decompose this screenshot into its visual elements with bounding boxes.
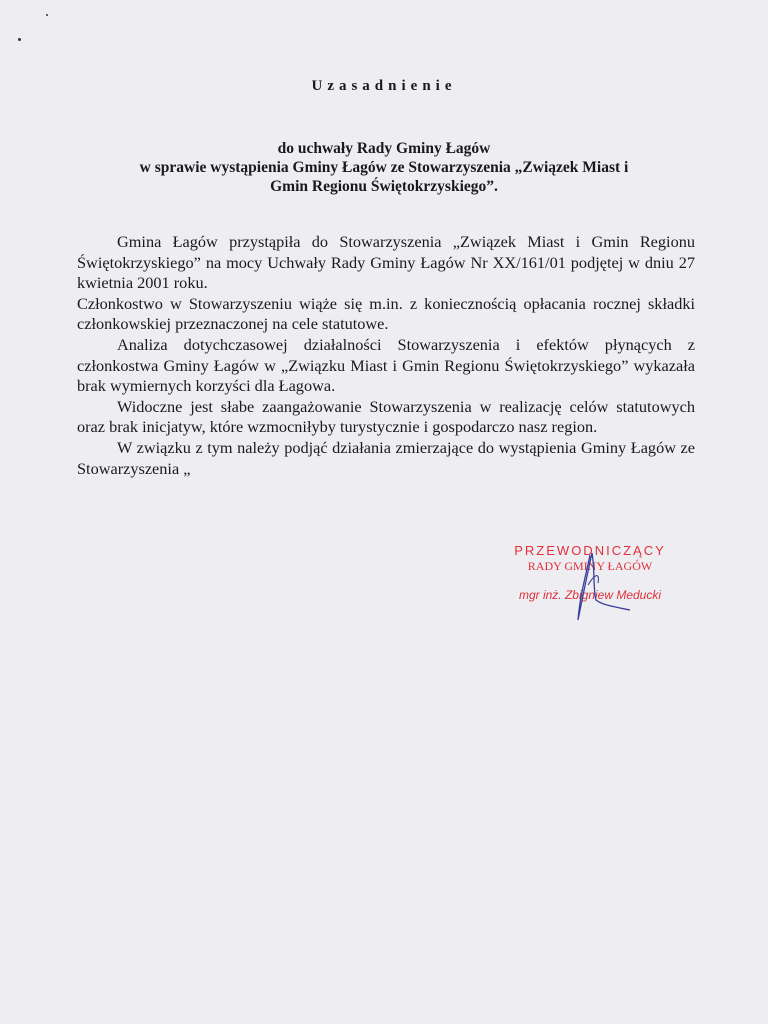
paragraph: W związku z tym należy podjąć działania zmierzające do wystąpienia Gminy Łagów ze Stowarzyszenia „ [77,437,695,478]
heading-line: do uchwały Rady Gminy Łagów [277,140,491,157]
scan-speck [18,38,21,41]
scan-speck [46,14,48,16]
paragraph: Członkostwo w Stowarzyszeniu wiąże się m.in. z koniecznością opłacania rocznej składki członkowskiej przeznaczonej na cele statutowe. [77,293,695,334]
handwritten-signature [560,545,640,625]
stamp-council: RADY GMINY ŁAGÓW [527,559,653,573]
document-title: Uzasadnienie [311,78,457,94]
paragraph: Analiza dotychczasowej działalności Stowarzyszenia i efektów płynących z członkostwa Gminy Łagów w „Związku Miast i Gmin Regionu Świętokrzyskiego” wykazała brak wymiernych korzyści dla Łagowa. [77,334,695,396]
stamp-name: mgr inż. Zbigniew Meducki [518,588,662,602]
document-body [77,232,695,479]
heading-line: Gmin Regionu Świętokrzyskiego”. [270,178,498,195]
paragraph: Gmina Łagów przystąpiła do Stowarzyszenia „Związek Miast i Gmin Regionu Świętokrzyskiego” na mocy Uchwały Rady Gminy Łagów Nr XX/161/01 podjętej w dniu 27 kwietnia 2001 roku. [77,232,695,293]
paragraph: Widoczne jest słabe zaangażowanie Stowarzyszenia w realizację celów statutowych oraz brak inicjatyw, które wzmocniłyby turystycznie i gospodarczo nasz region. [77,396,695,437]
document-heading [60,139,708,196]
stamp-title: PRZEWODNICZĄCY [514,543,666,558]
heading-line: w sprawie wystąpienia Gminy Łagów ze Stowarzyszenia „Związek Miast i [139,159,629,176]
